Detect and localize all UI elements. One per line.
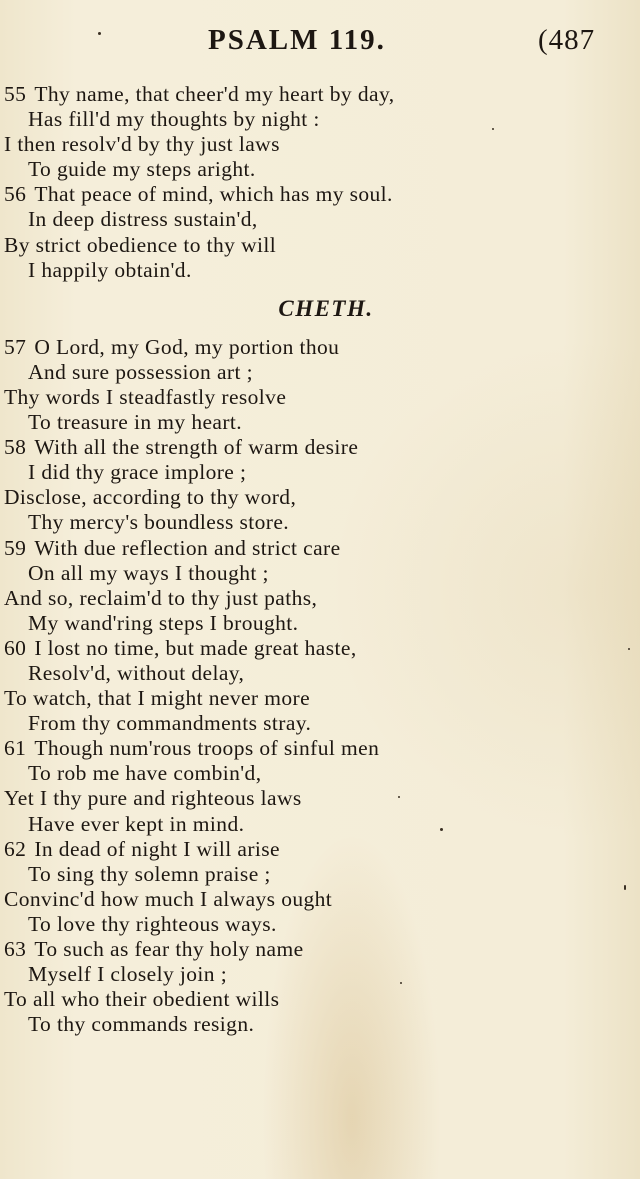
verse-line [0, 761, 640, 786]
verse-first-line [0, 937, 640, 962]
verse-line [0, 132, 640, 157]
verse-line [0, 360, 640, 385]
verse-line [0, 233, 640, 258]
verse-text: I then resolv'd by thy just laws [4, 132, 280, 157]
verse-first-line [0, 182, 640, 207]
verse-text: With due reflection and strict care [34, 535, 341, 560]
verse-line [0, 586, 640, 611]
verse-text: To watch, that I might never more [4, 686, 311, 711]
verse-first-line [0, 82, 640, 107]
verse-text: That peace of mind, which has my soul. [34, 182, 393, 207]
verse-text: Thy name, that cheer'd my heart by day, [34, 82, 395, 106]
stanzas-before-heading [0, 82, 640, 283]
verse-text: O Lord, my God, my portion thou [34, 334, 340, 359]
verse-text: Resolv'd, without delay, [28, 660, 245, 685]
verse-line [0, 812, 640, 837]
verse-text: By strict obedience to thy will [4, 232, 277, 257]
verse-first-line [0, 435, 640, 460]
verse-text: Though num'rous troops of sinful men [34, 736, 380, 761]
verse-line [0, 661, 640, 686]
verse-text: To treasure in my heart. [28, 410, 243, 435]
ink-speck [98, 32, 101, 35]
verse-number: 60 [4, 635, 27, 660]
verse-text: In dead of night I will arise [34, 836, 280, 861]
verse-number: 63 [4, 937, 27, 961]
verse-text: To rob me have combin'd, [28, 761, 262, 786]
verse-text: Myself I closely join ; [28, 962, 228, 987]
verse-text: On all my ways I thought ; [28, 560, 269, 585]
verse-text: Disclose, according to thy word, [4, 485, 297, 510]
verse-text: With all the strength of warm desire [34, 435, 359, 460]
ink-speck [398, 796, 400, 798]
verse-text: I happily obtain'd. [28, 257, 192, 282]
verse-text: Has fill'd my thoughts by night : [28, 107, 320, 132]
verse-text: Have ever kept in mind. [28, 811, 245, 836]
verse-line [0, 258, 640, 283]
running-title: PSALM 119. [208, 24, 386, 56]
verse-first-line [0, 736, 640, 761]
ink-speck [400, 982, 402, 984]
page-number: (487 [538, 24, 596, 56]
verse-line [0, 460, 640, 485]
verse-text: Thy mercy's boundless store. [28, 510, 290, 535]
verse-line [0, 561, 640, 586]
verse-number: 59 [4, 535, 27, 560]
verse-number: 57 [4, 334, 27, 359]
stanzas-after-heading [0, 335, 640, 1038]
verse-line [0, 611, 640, 636]
verse-text: In deep distress sustain'd, [28, 207, 258, 232]
verse-text: To such as fear thy holy name [34, 937, 304, 961]
ink-speck [492, 128, 494, 130]
verse-first-line [0, 636, 640, 661]
verse-line [0, 510, 640, 535]
verse-line [0, 686, 640, 711]
verse-line [0, 157, 640, 182]
verse-line [0, 912, 640, 937]
verse-text: Convinc'd how much I always ought [4, 886, 333, 911]
verse-line [0, 107, 640, 132]
verse-text: I did thy grace implore ; [28, 460, 247, 485]
verse-first-line [0, 837, 640, 862]
verse-first-line [0, 335, 640, 360]
verse-line [0, 1012, 640, 1037]
verse-text: My wand'ring steps I brought. [28, 610, 299, 635]
verse-number: 62 [4, 836, 27, 861]
verse-number: 56 [4, 182, 27, 207]
verse-text: To sing thy solemn praise ; [28, 861, 271, 886]
page-header [0, 22, 640, 62]
verse-number: 58 [4, 435, 27, 460]
verse-text: I lost no time, but made great haste, [34, 635, 357, 660]
verse-line [0, 711, 640, 736]
verse-line [0, 207, 640, 232]
ink-speck [628, 648, 630, 650]
verse-text: Yet I thy pure and righteous laws [4, 786, 302, 811]
verse-line [0, 786, 640, 811]
verse-line [0, 410, 640, 435]
verse-text: And so, reclaim'd to thy just paths, [4, 585, 318, 610]
ink-speck [440, 828, 443, 831]
verse-first-line [0, 536, 640, 561]
verse-line [0, 962, 640, 987]
verse-number: 55 [4, 82, 27, 106]
section-heading: CHETH. [278, 295, 374, 321]
verse-text: To guide my steps aright. [28, 157, 256, 182]
verse-text: From thy commandments stray. [28, 711, 312, 736]
verse-text: To thy commands resign. [28, 1012, 255, 1037]
verse-line [0, 485, 640, 510]
verse-text: To all who their obedient wills [4, 987, 280, 1012]
verse-text: To love thy righteous ways. [28, 911, 277, 936]
verse-line [0, 862, 640, 887]
verse-number: 61 [4, 736, 27, 761]
psalm-text [0, 82, 640, 1037]
verse-line [0, 987, 640, 1012]
verse-line [0, 385, 640, 410]
verse-text: And sure possession art ; [28, 359, 253, 384]
verse-line [0, 887, 640, 912]
verse-text: Thy words I steadfastly resolve [4, 384, 287, 409]
ink-speck [624, 885, 626, 890]
